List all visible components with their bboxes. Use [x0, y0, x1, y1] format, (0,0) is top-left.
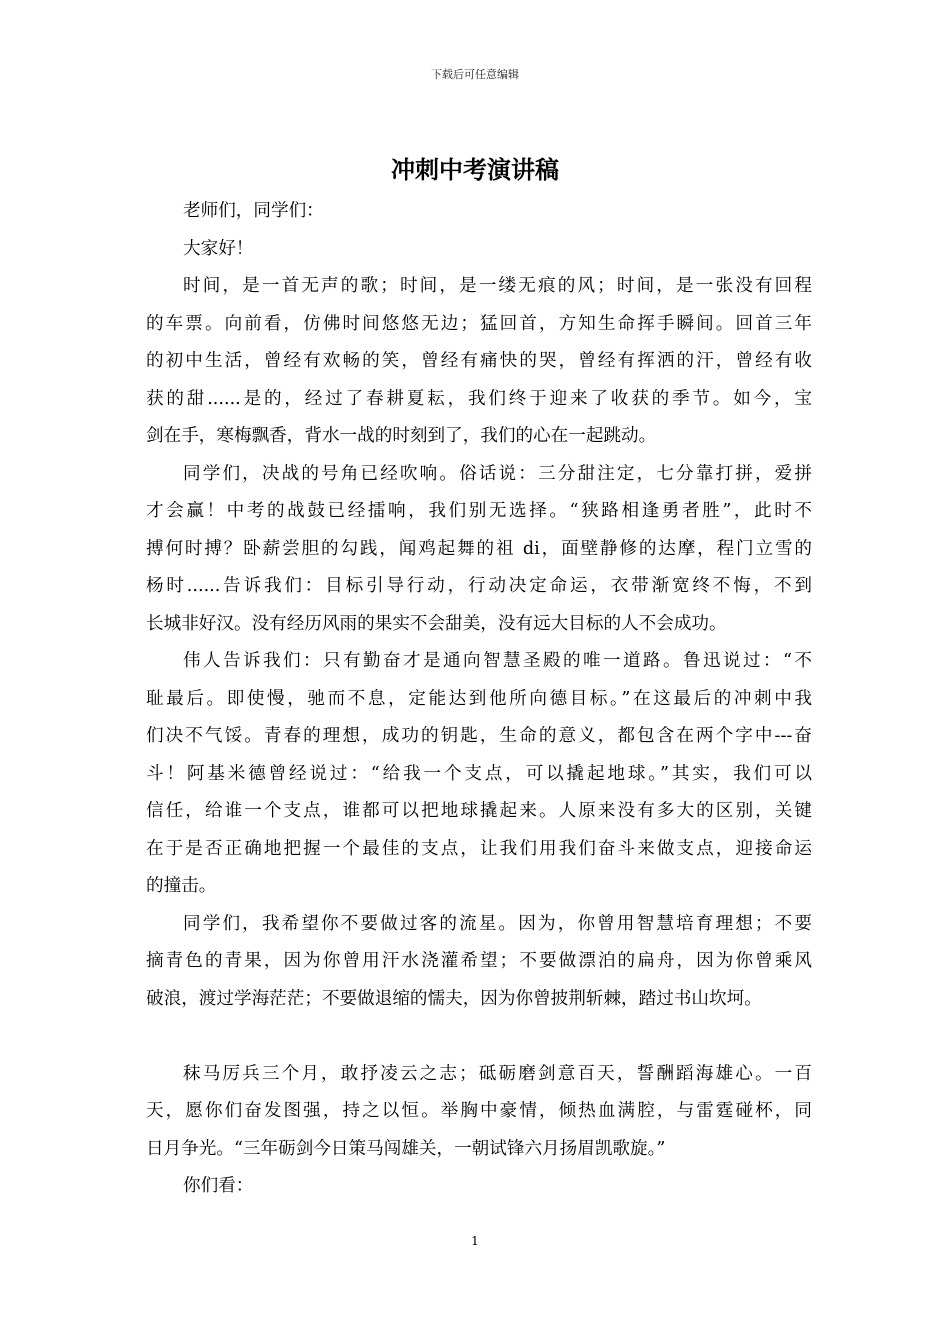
body-line: 时间，是一首无声的歌；时间，是一缕无痕的风；时间，是一张没有回程 — [183, 276, 812, 296]
blank-line — [146, 1018, 812, 1056]
body-line: 秣马厉兵三个月，敢抒凌云之志；砥砺磨剑意百天，誓酬蹈海雄心。一百 — [183, 1063, 812, 1084]
page-number: 1 — [471, 1234, 479, 1248]
body-line: 们决不气馁。青春的理想，成功的钥匙，生命的意义，都包含在两个字中---奋 — [146, 726, 812, 746]
body-line: 天，愿你们奋发图强，持之以恒。举胸中豪情，倾热血满腔，与雷霆碰杯，同 — [146, 1101, 812, 1121]
body-line: 摘青色的青果，因为你曾用汗水浇灌希望；不要做漂泊的扁舟，因为你曾乘风 — [146, 951, 812, 971]
document-body — [146, 193, 812, 1206]
body-line: 才会赢！中考的战鼓已经擂响，我们别无选择。“狭路相逢勇者胜”，此时不 — [146, 501, 812, 521]
body-line: 剑在手，寒梅飘香，背水一战的时刻到了，我们的心在一起跳动。 — [146, 426, 657, 446]
body-line: 获的甜......是的，经过了春耕夏耘，我们终于迎来了收获的季节。如今，宝 — [146, 388, 812, 409]
body-line: 你们看： — [183, 1176, 254, 1196]
body-line: 大家好！ — [183, 238, 254, 259]
body-line: 杨时......告诉我们：目标引导行动，行动决定命运，衣带渐宽终不悔，不到 — [146, 576, 812, 596]
body-line: 信任，给谁一个支点，谁都可以把地球撬起来。人原来没有多大的区别，关键 — [146, 801, 812, 821]
body-line: 破浪，渡过学海茫茫；不要做退缩的懦夫，因为你曾披荆斩棘，踏过书山坎坷。 — [146, 988, 762, 1009]
body-line: 斗！阿基米德曾经说过：“给我一个支点，可以撬起地球。”其实，我们可以 — [146, 763, 812, 784]
body-line: 耻最后。即使慢，驰而不息，定能达到他所向德目标。”在这最后的冲刺中我 — [146, 688, 812, 709]
header-note: 下载后可任意编辑 — [431, 68, 519, 81]
body-line: 伟人告诉我们：只有勤奋才是通向智慧圣殿的唯一道路。鲁迅说过：“不 — [183, 651, 812, 671]
body-line: 搏何时搏？卧薪尝胆的勾践，闻鸡起舞的祖 di，面壁静修的达摩，程门立雪的 — [146, 538, 812, 559]
body-line: 在于是否正确地把握一个最佳的支点，让我们用我们奋斗来做支点，迎接命运 — [146, 838, 812, 859]
body-line: 长城非好汉。没有经历风雨的果实不会甜美，没有远大目标的人不会成功。 — [146, 613, 727, 634]
body-line: 的车票。向前看，仿佛时间悠悠无边；猛回首，方知生命挥手瞬间。回首三年 — [146, 313, 812, 334]
body-line: 同学们，决战的号角已经吹响。俗话说：三分甜注定，七分靠打拼，爱拼 — [183, 463, 812, 484]
body-line: 同学们，我希望你不要做过客的流星。因为，你曾用智慧培育理想；不要 — [183, 913, 812, 934]
body-line: 老师们，同学们： — [183, 201, 324, 221]
body-line: 的撞击。 — [146, 876, 217, 896]
document-title: 冲刺中考演讲稿 — [391, 156, 559, 184]
body-line: 的初中生活，曾经有欢畅的笑，曾经有痛快的哭，曾经有挥洒的汗，曾经有收 — [146, 351, 812, 371]
body-line: 日月争光。“三年砺剑今日策马闯雄关，一朝试锋六月扬眉凯歌旋。” — [146, 1138, 666, 1159]
